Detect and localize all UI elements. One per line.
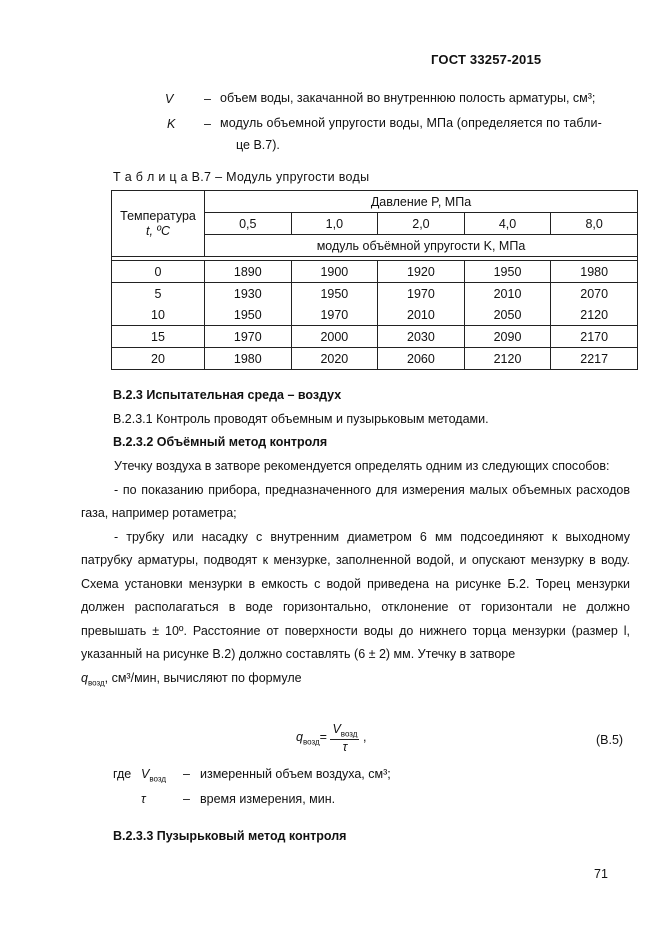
where-dash: –	[183, 767, 190, 781]
section-b231: В.2.3.1 Контроль проводят объемным и пузырьковым методами.	[113, 412, 489, 426]
modulus-cell: 1950	[464, 261, 551, 283]
where-dash: –	[183, 792, 190, 806]
section-b23: В.2.3 Испытательная среда – воздух	[113, 388, 342, 402]
modulus-cell: 2030	[378, 326, 465, 348]
table-row	[112, 261, 638, 283]
def-var-v: V	[165, 92, 174, 106]
modulus-cell: 2010	[378, 304, 465, 326]
paragraph-rotameter: - по показанию прибора, предназначенного для измерения малых объемных расходов газа, например ротаметра;	[81, 482, 630, 520]
def-dash: –	[204, 117, 211, 131]
modulus-cell: 2010	[464, 283, 551, 305]
equation-number: (В.5)	[596, 733, 624, 747]
modulus-cell: 2070	[551, 283, 638, 305]
pressure-value: 0,5	[205, 213, 292, 235]
pressure-value: 4,0	[464, 213, 551, 235]
pressure-value: 8,0	[551, 213, 638, 235]
modulus-cell: 1970	[378, 283, 465, 305]
pressure-value: 1,0	[291, 213, 378, 235]
page-number: 71	[594, 867, 608, 881]
def-text-v: объем воды, закачанной во внутреннюю полость арматуры, см³;	[220, 91, 596, 105]
table-row	[112, 348, 638, 370]
modulus-cell: 2050	[464, 304, 551, 326]
table-caption: Т а б л и ц а В.7 – Модуль упругости воды	[113, 170, 370, 184]
temperature-cell: 15	[112, 326, 205, 348]
modulus-cell: 2217	[551, 348, 638, 370]
def-dash: –	[204, 92, 211, 106]
temperature-cell: 5	[112, 283, 205, 305]
modulus-cell: 1950	[291, 283, 378, 305]
modulus-cell: 2090	[464, 326, 551, 348]
modulus-cell: 1920	[378, 261, 465, 283]
temperature-header: Температура t, ºС	[112, 191, 205, 257]
modulus-cell: 1980	[551, 261, 638, 283]
modulus-cell: 2000	[291, 326, 378, 348]
where-text-v: измеренный объем воздуха, см³;	[200, 767, 391, 781]
def-text-k: модуль объемной упругости воды, МПа (определяется по табли-	[220, 116, 602, 130]
temperature-cell: 10	[112, 304, 205, 326]
paragraph-methods: Утечку воздуха в затворе рекомендуется определять одним из следующих способов:	[114, 459, 610, 473]
table-row	[112, 304, 638, 326]
modulus-subheader: модуль объёмной упругости K, МПа	[205, 235, 638, 257]
where-var-v: $V_{возд}$	[141, 767, 167, 784]
elasticity-table	[111, 190, 638, 370]
table-row	[112, 326, 638, 348]
modulus-cell: 1970	[291, 304, 378, 326]
section-b233: В.2.3.3 Пузырьковый метод контроля	[113, 829, 347, 843]
formula-b5: $q_{возд}=$ $\frac{V_{возд}}{\tau}$ ,	[296, 722, 367, 754]
modulus-cell: 2060	[378, 348, 465, 370]
pressure-header: Давление P, МПа	[205, 191, 638, 213]
table-row	[112, 283, 638, 305]
where-label: где	[113, 767, 132, 781]
modulus-cell: 1950	[205, 304, 292, 326]
where-text-tau: время измерения, мин.	[200, 792, 336, 806]
def-var-k: K	[167, 117, 176, 131]
pressure-value: 2,0	[378, 213, 465, 235]
modulus-cell: 1930	[205, 283, 292, 305]
modulus-cell: 1900	[291, 261, 378, 283]
document-code: ГОСТ 33257-2015	[431, 52, 542, 67]
modulus-cell: 2020	[291, 348, 378, 370]
modulus-cell: 1980	[205, 348, 292, 370]
paragraph-tube: - трубку или насадку с внутренним диаметром 6 мм подсоединяют к выходному патрубку арматуры, подводят к мензурке, заполненной водой, и опускают мензурку в воду. Схема установки мензурки в емкость с водой приведена на рисунке Б.2. Торец мензурки должен располагаться в воде горизонтально, отклонение от горизонтали не должно превышать ± 10º. Расстояние от поверхности воды до нижнего торца мензурки (размер l, указанный на рисунке В.2) должно составлять (6 ± 2) мм. Утечку в затворе	[81, 529, 630, 661]
section-b232: В.2.3.2 Объёмный метод контроля	[113, 435, 328, 449]
def-text-k-cont: це В.7).	[236, 138, 280, 152]
modulus-cell: 1970	[205, 326, 292, 348]
modulus-cell: 2170	[551, 326, 638, 348]
modulus-cell: 2120	[464, 348, 551, 370]
temperature-cell: 0	[112, 261, 205, 283]
temperature-cell: 20	[112, 348, 205, 370]
modulus-cell: 1890	[205, 261, 292, 283]
modulus-cell: 2120	[551, 304, 638, 326]
paragraph-formula-intro: $q_{возд}$, см³/мин, вычисляют по формуле	[81, 670, 302, 687]
body-text	[81, 455, 630, 695]
where-var-tau: τ	[141, 792, 146, 806]
